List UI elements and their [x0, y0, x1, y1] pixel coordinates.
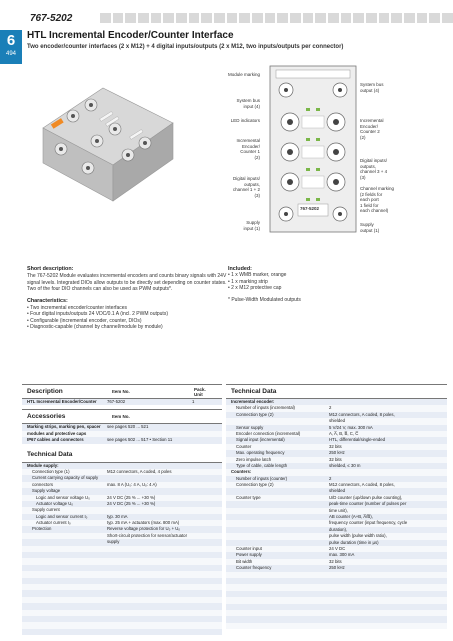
row-label: Logic and sensor current I₀ — [36, 513, 88, 519]
row-value: Short-circuit protection for sensor/actuator — [107, 532, 188, 538]
row-value: A, A̅, B, B̅, C, C̅ — [329, 430, 359, 436]
tech-data-rows-left — [22, 463, 222, 636]
characteristics-list — [27, 305, 227, 331]
row-value: U/D counter (up/down pulse counting), — [329, 494, 403, 500]
schematic-module-label: 767-5202 — [300, 206, 320, 211]
row-value: M12 connectors, A coded, 8 poles, — [329, 411, 395, 417]
row-value: max. 8 A (U₀: 4 A, Uₒ: 4 A) — [107, 481, 157, 487]
footnote: * Pulse-Width Modulated outputs — [228, 296, 301, 303]
row-value: peak-time counter (number of pulses per — [329, 501, 407, 507]
tech-data-heading-left: Technical Data — [22, 448, 222, 463]
characteristics-heading: Characteristics: — [27, 297, 68, 304]
row-value: typ. 25 mA + actuators (max. 800 mA) — [107, 520, 180, 526]
label-supply-input: Supply input (1) — [243, 220, 260, 231]
row-label: Counter frequency — [236, 565, 272, 571]
header-bar — [22, 10, 453, 26]
row-value: 32 bits — [329, 443, 342, 449]
table-row: IP67 cables and connectors see pages 502 ... 517 • Section 11 — [22, 437, 222, 443]
label-encoder-2: Incremental Encoder/ Counter 2 (2) — [360, 118, 384, 140]
chapter-number: 6 — [6, 32, 16, 49]
pack-unit-heading: Pack. Unit — [194, 386, 206, 397]
row-value: duration), — [329, 526, 348, 532]
page-title: HTL Incremental Encoder/Counter Interface — [27, 30, 234, 41]
page-subtitle: Two encoder/counter interfaces (2 x M12) + 4 digital inputs/outputs (2 x M12, two inputs/outputs per connector) — [27, 44, 344, 50]
connection-diagram — [208, 62, 448, 252]
label-supply-output: Supply output (1) — [360, 222, 380, 233]
row-label: Power supply — [236, 552, 262, 558]
row-value: 32 bits — [329, 558, 342, 564]
list-item: • 1 x marking strip — [228, 279, 438, 285]
chapter-tab — [0, 30, 22, 64]
row-label: Signal input (incremental) — [236, 437, 285, 443]
header-decoration — [100, 13, 453, 23]
row-value: 32 bits — [329, 456, 342, 462]
row-label: Actuator current Iₒ — [36, 520, 71, 526]
ordering-header — [22, 384, 222, 399]
row-label: Incremental encoder: — [231, 399, 275, 404]
row-label: Module supply: — [27, 462, 59, 468]
tech-data-heading-right: Technical Data — [226, 384, 447, 399]
table-row: HTL Incremental Encoder/Counter 767-5202 1 — [22, 399, 222, 405]
row-value: 250 kHz — [329, 565, 345, 571]
row-value: typ. 30 mA — [107, 513, 128, 519]
short-description-heading: Short description: — [27, 266, 74, 272]
row-label: Type of cable, cable length — [236, 462, 288, 468]
row-value: 24 V DC (25 % ... +30 %) — [107, 500, 156, 506]
list-item: • Four digital inputs/outputs 24 VDC/0.1 A (incl. 2 PWM outputs) — [27, 311, 227, 317]
included-heading: Included: — [228, 266, 252, 272]
label-system-bus-input: System bus input (4) — [236, 98, 260, 109]
included-list — [228, 272, 438, 291]
list-item: • 2 x M12 protective cap — [228, 285, 438, 291]
row-value: 5 V/24 V, max. 300 mA — [329, 424, 373, 430]
list-item: • Configurable (incremental encoder, counter, DIOs) — [27, 318, 227, 324]
row-label: Connection type (2) — [236, 482, 274, 488]
row-label: Protection — [32, 526, 52, 532]
row-label: Actuator voltage Uₒ — [36, 500, 73, 506]
tech-data-rows-right — [226, 399, 447, 629]
description-heading: Description — [27, 388, 63, 395]
row-label: connectors — [32, 481, 54, 487]
row-value: shielded — [329, 488, 346, 494]
row-label: Counter input — [236, 545, 262, 551]
row-label: Number of inputs (counter) — [236, 475, 288, 481]
row-value: 2 — [329, 405, 332, 411]
acc-item-heading: Item No. — [112, 414, 130, 420]
row-label: Counter type — [236, 494, 261, 500]
included-block — [228, 266, 438, 303]
description-block — [27, 266, 227, 331]
row-value: supply — [107, 539, 120, 545]
row-label — [22, 539, 107, 545]
label-digital-io-1-2: Digital inputs/ outputs, channel 1 + 2 (3) — [232, 176, 260, 198]
row-label: Connection type (1) — [32, 468, 70, 474]
list-item: • 1 x WMB marker, orange — [228, 272, 438, 278]
row-value: shielded — [329, 418, 346, 424]
row-value: max. 300 mA — [329, 552, 355, 558]
accessories-heading: Accessories — [27, 413, 66, 421]
table-row: Marking strips, marking pen, spacer see pages 520 ... 521 — [22, 424, 222, 430]
row-value: M12 connectors, A coded, 4 poles — [107, 468, 172, 474]
table-row — [226, 565, 447, 571]
row-label: Counters: — [231, 469, 252, 475]
accessories-header — [22, 409, 222, 424]
module-photo — [33, 83, 183, 203]
row-label: Logic and sensor voltage U₀ — [36, 494, 90, 500]
row-label: Encoder connection (incremental) — [236, 430, 301, 436]
row-label: Supply voltage — [32, 488, 61, 494]
label-digital-io-3-4: Digital inputs/ outputs, channel 3 + 4 (3) — [360, 158, 388, 180]
table-row-empty — [22, 629, 222, 635]
table-row: modules and protective caps — [22, 431, 222, 437]
row-label: Number of inputs (incremental) — [236, 405, 295, 411]
row-value: 24 V DC (25 % ... +30 %) — [107, 494, 156, 500]
label-led-indicators: LED indicators — [230, 118, 260, 123]
label-channel-marking: Channel marking (2 fields for each port 1 field for each channel) — [360, 186, 395, 213]
row-label: Zero impulse latch — [236, 456, 272, 462]
row-label: Connection type (2) — [236, 411, 274, 417]
row-value: time unit), — [329, 507, 348, 513]
row-value: frequency counter (input frequency, cycle — [329, 520, 408, 526]
label-module-marking: Module marking — [227, 72, 260, 77]
label-encoder-1: Incremental Encoder/ Counter 1 (2) — [236, 138, 260, 160]
row-value: pulse width (pulse width ratio), — [329, 533, 387, 539]
row-label: Sensor supply — [236, 424, 264, 430]
row-value: 250 kHz — [329, 450, 345, 456]
tech-data-table — [226, 384, 447, 629]
item-no-heading: Item No. — [112, 389, 130, 394]
row-value: 2 — [329, 475, 332, 481]
row-value: HTL, differential/single-ended — [329, 437, 386, 443]
table-row-empty — [226, 623, 447, 629]
ordering-table — [22, 384, 222, 635]
row-label: Bit width — [236, 558, 253, 564]
row-value: shielded, ≤ 30 m — [329, 462, 361, 468]
page-number: 494 — [5, 51, 16, 57]
list-item: • Two incremental encoder/counter interfaces — [27, 305, 227, 311]
label-system-bus-output: System bus output (4) — [360, 82, 384, 93]
row-label: Counter — [236, 443, 252, 449]
list-item: • Diagnostic-capable (channel by channel/module by module) — [27, 324, 227, 330]
row-value: 24 V DC — [329, 545, 346, 551]
row-value: AB counter (A+B, A̅/B̅), — [329, 514, 373, 520]
item-code: 767-5202 — [30, 12, 73, 24]
short-description-text: The 767-5202 Module evaluates incremental encoders and counts binary signals with 24V signal levels. Integrated DIOs allow outputs to be directly set depending on counter states. Two of the four DIO channels can also be used as PWM outputs*. — [27, 273, 227, 293]
row-value: M12 connectors, A coded, 8 poles, — [329, 482, 395, 488]
row-label: Supply current — [32, 507, 60, 513]
row-label: Current carrying capacity of supply — [32, 475, 99, 481]
row-value: pulse duration (time in µs) — [329, 539, 379, 545]
row-value: Reverse voltage protection for U₀ + Uₒ — [107, 526, 181, 532]
row-label: Max. operating frequency — [236, 450, 285, 456]
